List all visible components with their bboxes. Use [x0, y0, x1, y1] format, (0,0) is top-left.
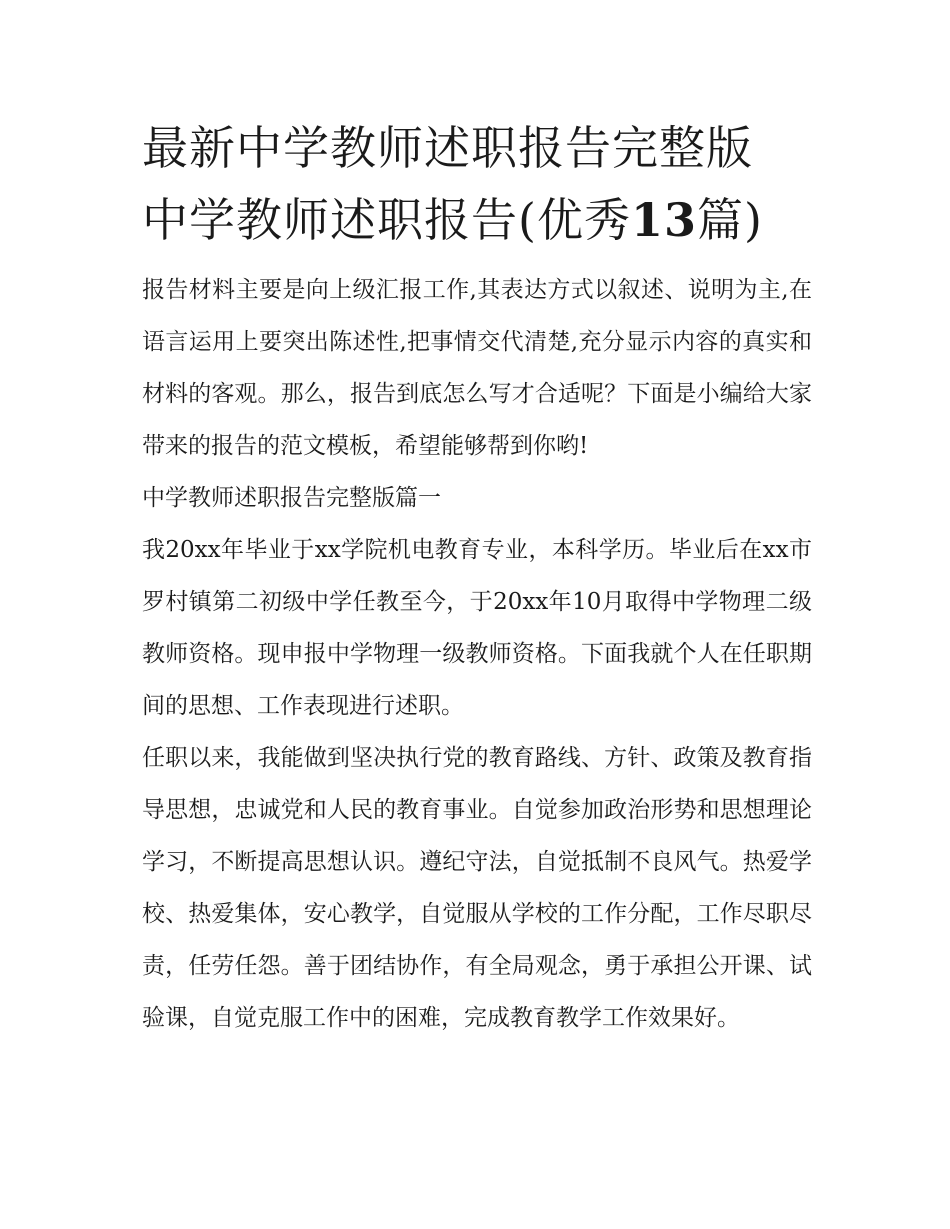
- document-title: [142, 112, 812, 256]
- body-paragraph-1: 我20xx年毕业于xx学院机电教育专业，本科学历。毕业后在xx市罗村镇第二初级中学任教至今，于20xx年10月取得中学物理二级教师资格。现申报中学物理一级教师资格。下面我就个人在任职期间的思想、工作表现进行述职。: [142, 537, 812, 719]
- intro-paragraph: 报告材料主要是向上级汇报工作,其表达方式以叙述、说明为主,在语言运用上要突出陈述性,把事情交代清楚,充分显示内容的真实和材料的客观。那么，报告到底怎么写才合适呢？下面是小编给大家带来的报告的范文模板，希望能够帮到你哟!: [142, 277, 812, 459]
- title-line-2-prefix: 中学教师述职报告(优秀: [142, 193, 631, 247]
- title-line-2: [142, 184, 812, 256]
- title-line-2-number: 13: [630, 193, 697, 247]
- section-heading: 中学教师述职报告完整版篇一: [142, 485, 441, 511]
- body-paragraph-2: 任职以来，我能做到坚决执行党的教育路线、方针、政策及教育指导思想，忠诚党和人民的教育事业。自觉参加政治形势和思想理论学习，不断提高思想认识。遵纪守法，自觉抵制不良风气。热爱学校、热爱集体，安心教学，自觉服从学校的工作分配，工作尽职尽责，任劳任怨。善于团结协作，有全局观念，勇于承担公开课、试验课，自觉克服工作中的困难，完成教育教学工作效果好。: [142, 745, 812, 1031]
- title-line-1: 最新中学教师述职报告完整版: [142, 121, 753, 175]
- title-line-2-suffix: 篇): [696, 193, 763, 247]
- document-content: [142, 112, 812, 1044]
